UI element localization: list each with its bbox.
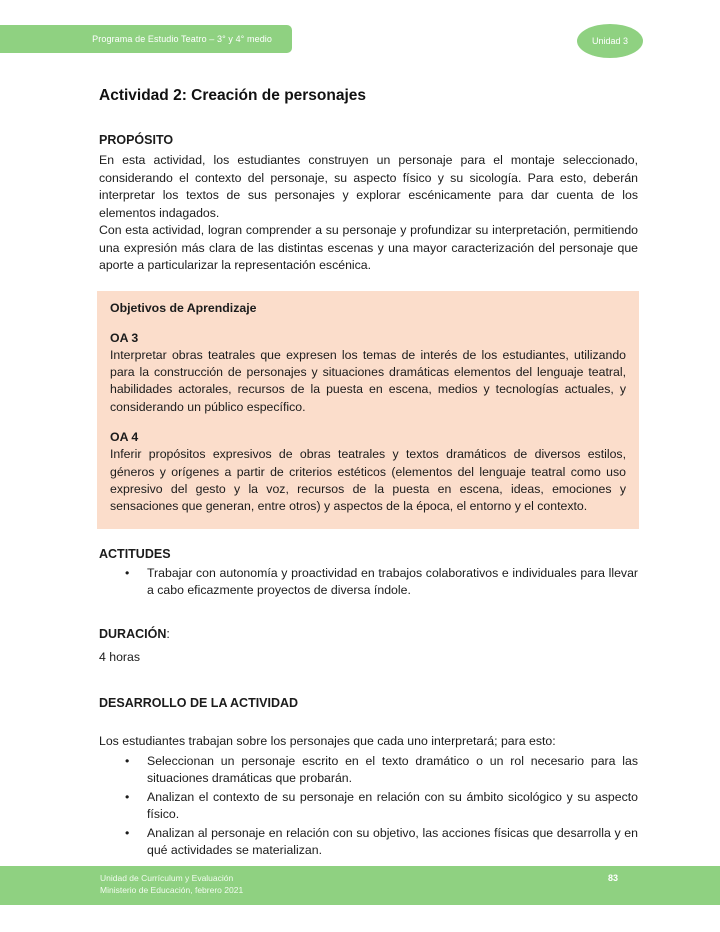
header-program-label: Programa de Estudio Teatro – 3° y 4° medio: [92, 34, 272, 44]
page-number: 83: [608, 873, 619, 883]
duracion-value: 4 horas: [99, 649, 141, 664]
list-item: [125, 753, 638, 788]
list-item: [125, 825, 638, 860]
footer-line1: Unidad de Currículum y Evaluación: [100, 873, 234, 883]
objetivos-box: [97, 291, 639, 529]
bullet-icon: •: [125, 565, 130, 580]
list-item-text: Analizan al personaje en relación con su objetivo, las acciones físicas que desarrolla y en qué actividades se materializan.: [147, 825, 638, 858]
objetivos-heading: Objetivos de Aprendizaje: [110, 300, 257, 315]
oa-item: [110, 330, 626, 417]
footer-credits: [100, 872, 243, 896]
bullet-icon: •: [125, 825, 130, 840]
desarrollo-intro: Los estudiantes trabajan sobre los personajes que cada uno interpretará; para esto:: [99, 734, 556, 749]
unit-badge: [577, 24, 643, 58]
header-program-bar: [0, 25, 292, 53]
footer-bar: [0, 866, 720, 905]
proposito-paragraph: Con esta actividad, logran comprender a su personaje y profundizar su interpretación, permitiendo una expresión más clara de las distintas escenas y una mayor caracterización del personaje que aporte a particularizar la representación escénica.: [99, 223, 638, 272]
bullet-icon: •: [125, 753, 130, 768]
oa-code: OA 4: [110, 430, 139, 445]
duracion-heading-text: DURACIÓN: [99, 626, 167, 641]
duracion-colon: :: [166, 626, 170, 641]
desarrollo-list: [99, 753, 638, 860]
proposito-paragraph: En esta actividad, los estudiantes construyen un personaje para el montaje seleccionado, considerando el contexto del personaje, su aspecto físico y su sicología. Para esto, deberán interpretar los textos de sus personajes y explorar escénicamente para dar cuenta de los elementos indagados.: [99, 153, 638, 220]
list-item-text: Analizan el contexto de su personaje en relación con su ámbito sicológico y su aspecto físico.: [147, 789, 638, 822]
page-title: Actividad 2: Creación de personajes: [99, 87, 367, 104]
oa-item: [110, 429, 626, 516]
oa-code: OA 3: [110, 330, 139, 345]
proposito-heading: PROPÓSITO: [99, 133, 174, 147]
unit-badge-label: Unidad 3: [591, 36, 629, 46]
list-item: [125, 565, 638, 600]
bullet-icon: •: [125, 789, 130, 804]
actitudes-heading: ACTITUDES: [99, 546, 171, 561]
footer-line2: Ministerio de Educación, febrero 2021: [100, 885, 244, 895]
actitudes-list: [99, 565, 638, 600]
list-item-text: Trabajar con autonomía y proactividad en trabajos colaborativos e individuales para llevar a cabo eficazmente proyectos de diversa índole.: [147, 565, 638, 598]
duracion-heading: [99, 626, 638, 643]
desarrollo-heading: DESARROLLO DE LA ACTIVIDAD: [99, 696, 299, 711]
list-item: [125, 789, 638, 824]
list-item-text: Seleccionan un personaje escrito en el texto dramático o un rol necesario para las situaciones dramáticas que probarán.: [147, 753, 638, 786]
oa-text: Interpretar obras teatrales que expresen los temas de interés de los estudiantes, utilizando para la construcción de personajes y situaciones dramáticas elementos del lenguaje teatral, habilidades actorales, recursos de la puesta en escena, medios y tecnologías actuales, y considerando un público específico.: [110, 347, 626, 414]
oa-text: Inferir propósitos expresivos de obras teatrales y textos dramáticos de diversos estilos, géneros y orígenes a partir de criterios estéticos (elementos del lenguaje teatral como uso expresivo del gesto y la voz, recursos de la puesta en escena, ideas, emociones y sensaciones que generan, entre otros) y aspectos de la época, el entorno y el contexto.: [110, 447, 626, 514]
